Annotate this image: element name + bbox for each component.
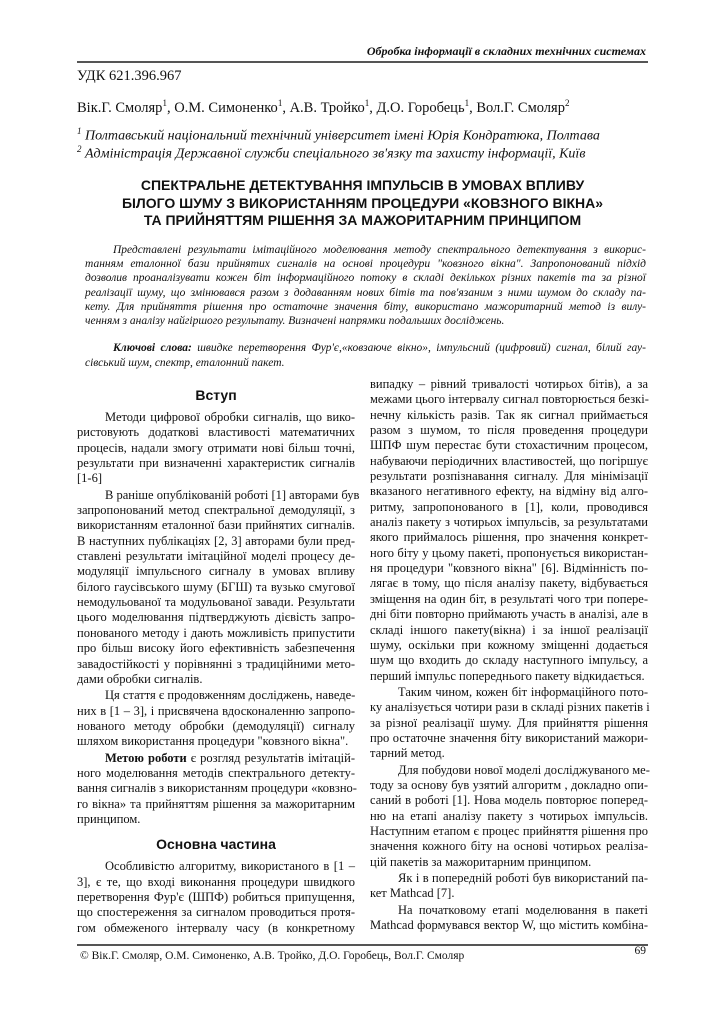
text-line (370, 500, 648, 515)
line-text: за різної реалізації шуму. Для прийняття рішення (370, 715, 648, 730)
line-text: процесів, надали змогу отримати нові більш точні, (77, 440, 355, 455)
author-affiliation-sup: 1 (364, 98, 370, 108)
line-text: ного моделювання методів спектрального детекту- (77, 765, 355, 780)
abstract-line: танням еталонної бази прийнятих сигналів на основі процедури "ковзного вікна". Запропонований підхід (85, 258, 646, 271)
text-line (370, 638, 648, 653)
paragraph (77, 487, 360, 687)
section-heading: Основна частина (156, 836, 276, 853)
keywords-text: сівський шум, спектр, еталонний пакет. (85, 357, 285, 369)
line-text: використанням еталонної бази прийнятих сигналів. (77, 518, 355, 533)
author-affiliation-sup: 1 (464, 98, 470, 108)
text-line (77, 672, 355, 687)
line-text: Для побудови нової моделі досліджуваного ме- (398, 762, 650, 777)
line-text: вання сигналів з використанням процедури «ковзно- (77, 781, 357, 796)
paragraph (370, 763, 648, 870)
line-text: цій пакетів за мажоритарним принципом. (370, 854, 592, 869)
line-text: ня процедури "ковзного вікна" [6]. Відмінність по- (370, 561, 648, 576)
paragraph (77, 410, 355, 487)
text-line (77, 626, 355, 641)
line-text: [1-6] (77, 471, 102, 486)
text-line (370, 824, 648, 839)
line-text: про остаточне значення біту використаний мажори- (370, 730, 648, 745)
paper-title (77, 177, 648, 230)
text-line (370, 454, 648, 469)
text-line (370, 576, 648, 591)
text-line (370, 809, 648, 824)
line-text: лягає в тому, що після аналізу пакету, відбувається (370, 576, 648, 591)
line-text: принципом. (77, 811, 141, 826)
text-line (77, 921, 355, 936)
line-text: є розгляд результатів імітацій- (186, 750, 355, 765)
text-line (370, 778, 648, 793)
line-text: 3], є те, що вході виконання процедури швидкого (77, 874, 355, 889)
text-line (77, 890, 355, 905)
text-line (370, 903, 648, 918)
line-text: аналіз пакету з чотирьох імпульсів, за результатами (370, 515, 648, 530)
author-list: Вік.Г. Смоляр$^1$, О.М. Симоненко$^1$, А.В. Тройко$^1$, Д.О. Горобець$^1$, Вол.Г. Смоляр$^2$ (77, 98, 570, 116)
line-text: На початковому етапі моделювання в пакеті (398, 902, 648, 917)
text-line (77, 456, 355, 471)
text-line (370, 408, 648, 423)
text-line (370, 763, 648, 778)
text-line (77, 812, 355, 827)
line-text: перший імпульс попереднього пакету відкидається. (370, 668, 645, 683)
text-line (370, 700, 648, 715)
text-line (77, 688, 355, 703)
author-name: Вол.Г. Смоляр (476, 99, 565, 116)
line-text: Ця стаття є продовженням досліджень, наведе- (105, 688, 356, 703)
affiliation-sup: 1 (77, 126, 82, 136)
keywords-line (85, 356, 646, 371)
text-line (370, 438, 648, 453)
text-line (77, 657, 355, 672)
line-text: В раніше опублікованій роботі [1] авторами був (105, 487, 360, 502)
text-line (77, 564, 355, 579)
paragraph (77, 751, 355, 828)
line-text: зміщення на один біт, в результаті чого три попере- (370, 591, 648, 606)
line-text: тарний метод. (370, 746, 445, 761)
line-text: запропонований метод спектральної демодуляції, з (77, 503, 355, 518)
line-text: Методи цифрової обробки сигналів, що вико- (105, 410, 355, 424)
line-text: саний в роботі [1]. Нова модель повторює поперед- (370, 793, 648, 808)
text-line (370, 669, 648, 684)
paragraph (370, 903, 648, 934)
text-line (370, 746, 648, 761)
affiliation-text: Адміністрація Державної служби спеціального зв'язку та захисту інформації, Київ (85, 146, 586, 162)
line-text: ню на етапі аналізу пакету з чотирьох імпульсів. (370, 808, 648, 823)
text-line (370, 607, 648, 622)
line-text: про більш високу його ефективність забезпечення (77, 641, 355, 656)
abstract-line: реалізації шуму, що змінювався разом з додаванням нових бітів та пов'язаним з ними шумом до складу па- (85, 286, 646, 299)
text-line (77, 471, 355, 486)
text-line (77, 751, 355, 766)
affiliation-sup: 2 (77, 144, 82, 154)
running-head: Обробка інформації в складних технічних системах (366, 44, 646, 58)
text-line (77, 580, 355, 595)
line-text: кет Mathcad [7]. (370, 886, 455, 901)
text-line (77, 425, 355, 440)
author-name: А.В. Тройко (289, 99, 365, 116)
text-line (370, 871, 648, 886)
line-text: що спостереження за сигналом проводиться протя- (77, 905, 355, 920)
line-text: білого гаусівського шуму (БГШ) та вузько смугової (77, 579, 355, 594)
text-line (77, 766, 355, 781)
text-line (370, 561, 648, 576)
abstract-line: дозволив проаналізувати кожен біт інформаційного потоку в складі декількох різних пакетів та за різної (85, 272, 646, 285)
text-line (77, 549, 355, 564)
text-line (370, 392, 648, 407)
line-text: межами цього інтервалу сигнал повторюється безкі- (370, 392, 649, 407)
text-line (370, 685, 648, 700)
text-line (370, 716, 648, 731)
line-text: шуму, оскільки при кожному зміщенні додається (370, 637, 648, 652)
line-text: нованого методу обробки (демодуляції) сигналу (77, 718, 355, 733)
line-text: Особливістю алгоритму, використаного в [1 – (105, 859, 355, 874)
paragraph (370, 377, 648, 684)
abstract-line: Представлені результати імітаційного моделювання методу спектрального детектування з викорис- (113, 244, 646, 256)
abstract-line: ченням з аналізу найгіршого результату. Визначені напрямки подальших досліджень. (85, 315, 505, 328)
author-affiliation-sup: 2 (564, 98, 570, 108)
author-affiliation-sup: 1 (277, 98, 283, 108)
line-text: В наступних публікаціях [2, 3] авторами були пред- (77, 533, 355, 548)
line-text: понованого методу і дають можливість припустити (77, 625, 355, 640)
title-line: ТА ПРИЙНЯТТЯМ РІШЕННЯ ЗА МАЖОРИТАРНИМ ПРИНЦИПОМ (143, 212, 582, 228)
left-column (77, 386, 360, 937)
text-line (77, 487, 360, 503)
line-text: цього моделювання підтверджують дієвість запро- (77, 610, 355, 625)
line-text: го вікна» та прийняттям рішення за мажоритарним (77, 796, 355, 811)
text-line (370, 731, 648, 746)
line-text: ритму, запропонованого в [1], коли, проводився (370, 499, 648, 514)
line-text: результати розпізнавання сигналу. Для мінімізації (370, 469, 648, 484)
text-line (77, 719, 355, 734)
text-line (77, 518, 355, 533)
abstract (85, 243, 646, 328)
text-line (77, 905, 355, 920)
line-text: ристовують додаткові властивості математичних (77, 425, 355, 440)
header-rule (77, 61, 648, 63)
text-line (77, 859, 355, 874)
paragraph (77, 859, 355, 936)
text-line (370, 546, 648, 561)
line-text: Як і в попередній роботі був використаний па- (398, 871, 648, 885)
text-line (77, 734, 355, 749)
line-text: набуваючи періодичних властивостей, що погіршує (370, 453, 648, 468)
keywords-line (85, 341, 646, 356)
keywords-text: швидке перетворення Фур'є,«ковзаюче вікно», імпульсний (цифровий) сигнал, білий гау- (191, 342, 646, 354)
affiliation-2 (77, 144, 585, 163)
line-text: випадку – рівний тривалості чотирьох бітів), а за (370, 377, 648, 391)
line-text: ку аналізується чотири рази в складі різних пакетів і (370, 700, 650, 715)
text-line (77, 595, 355, 610)
author-affiliation-sup: 1 (162, 98, 167, 108)
footer-rule (77, 944, 648, 946)
text-line (77, 704, 355, 719)
bold-lead: Метою роботи (105, 750, 187, 765)
text-line (77, 781, 355, 796)
keywords (85, 341, 646, 371)
paragraph (370, 685, 648, 762)
text-line (370, 515, 648, 530)
line-text: шум що входить до складу наступного імпульсу, а (370, 653, 648, 668)
line-text: тоду за основу був узятий алгоритм , докладно опи- (370, 777, 648, 792)
line-text: вказаного негативного ефекту, на відміну від алго- (370, 484, 648, 499)
text-line (77, 797, 355, 812)
text-line (370, 855, 648, 870)
text-line (77, 534, 355, 549)
author-name: О.М. Симоненко (174, 99, 278, 116)
text-line (370, 377, 648, 392)
text-line (370, 653, 648, 668)
line-text: ставлені результати імітаційної моделі процесу де- (77, 549, 355, 564)
line-text: шляхом використання процедури "ковзного вікна". (77, 734, 349, 749)
line-text: нечну кількість разів. Так як сигнал приймається (370, 407, 648, 422)
keywords-label: Ключові слова: (113, 342, 192, 354)
author-name: Вік.Г. Смоляр (77, 99, 163, 116)
footer-copyright: © Вік.Г. Смоляр, О.М. Симоненко, А.В. Тройко, Д.О. Горобець, Вол.Г. Смоляр (80, 950, 465, 962)
line-text: результати при визначенні характеристик сигналів (77, 456, 355, 471)
line-text: Наступним етапом є процес прийняття рішення про (370, 823, 648, 838)
line-text: завадостійкості у порівнянні з традиційними мето- (77, 656, 355, 671)
line-text: ШПФ шум перестає бути стохастичним процесом, (370, 438, 648, 453)
text-line (77, 503, 355, 518)
title-line: СПЕКТРАЛЬНЕ ДЕТЕКТУВАННЯ ІМПУЛЬСІВ В УМОВАХ ВПЛИВУ (140, 177, 585, 193)
line-text: модуляції імпульсного сигналу в умовах впливу (77, 564, 355, 579)
text-line (370, 484, 648, 499)
line-text: них в [1 – 3], і присвячена вдосконаленню запропо- (77, 703, 355, 718)
text-line (370, 592, 648, 607)
page-number: 69 (634, 945, 646, 957)
text-line (77, 410, 355, 425)
abstract-line: кету. Для прийняття рішення про остаточне значення біту, використано мажоритарний метод із вилу- (85, 300, 646, 313)
line-text: гом обмеженого інтервалу часу (в конкретному (77, 920, 355, 935)
text-line (370, 530, 648, 545)
line-text: якого приймалось рішення, про значення конкрет- (370, 530, 648, 545)
line-text: Таким чином, кожен біт інформаційного пото- (398, 684, 648, 699)
right-column (370, 377, 648, 934)
text-line (77, 441, 355, 456)
line-text: дні біти повторно приймають участь в аналізі, але в (370, 607, 648, 622)
affiliation-1 (77, 126, 600, 145)
text-line (77, 875, 355, 890)
line-text: перетворення Фур'є (ШПФ) робиться припущення, (77, 889, 355, 904)
text-line (370, 469, 648, 484)
line-text: значення кожного біту на основі чотирьох реаліза- (370, 839, 648, 854)
text-line (370, 423, 648, 438)
paragraph (370, 871, 648, 902)
text-line (370, 623, 648, 638)
line-text: разом з шумом, то після проведення процедури (370, 423, 648, 438)
text-line (370, 793, 648, 808)
text-line (77, 641, 355, 656)
text-line (77, 610, 355, 625)
author-name: Д.О. Горобець (376, 99, 465, 116)
udk-code: УДК 621.396.967 (77, 68, 182, 84)
text-line (370, 918, 648, 933)
line-text: дами обробки сигналів. (77, 671, 203, 686)
section-heading: Вступ (195, 387, 237, 403)
paragraph (77, 688, 355, 749)
text-line (370, 886, 648, 901)
title-line: БІЛОГО ШУМУ З ВИКОРИСТАННЯМ ПРОЦЕДУРИ «КОВЗНОГО ВІКНА» (121, 194, 604, 211)
affiliation-text: Полтавський національний технічний університет імені Юрія Кондратюка, Полтава (85, 128, 600, 144)
line-text: Mathcad формувався вектор W, що містить комбіна- (370, 918, 648, 933)
line-text: ного біту у цьому пакеті, пропонується використан- (370, 545, 648, 560)
line-text: складі іншого пакету(вікна) і за іншої реалізації (370, 622, 648, 637)
text-line (370, 839, 648, 854)
line-text: немодульованої та модульованої завади. Результати (77, 595, 355, 610)
